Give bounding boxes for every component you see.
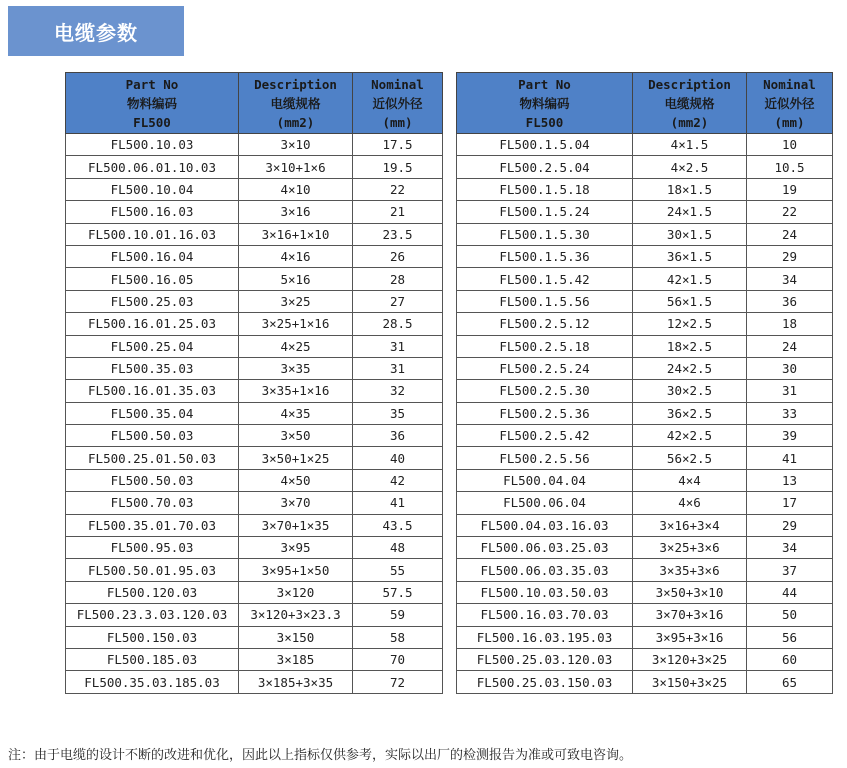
description-cell: 3×95: [239, 537, 353, 559]
table-row: [457, 357, 833, 379]
table-row: [66, 581, 443, 603]
part-no-cell: FL500.25.03: [66, 290, 239, 312]
part-no-cell: FL500.2.5.42: [457, 425, 633, 447]
diameter-cell: 50: [747, 604, 833, 626]
diameter-cell: 22: [747, 201, 833, 223]
diameter-cell: 19: [747, 178, 833, 200]
page-title: 电缆参数: [8, 6, 184, 56]
table-row: [457, 559, 833, 581]
description-cell: 4×6: [633, 492, 747, 514]
table-row: [457, 671, 833, 693]
diameter-cell: 28: [353, 268, 443, 290]
part-no-cell: FL500.35.01.70.03: [66, 514, 239, 536]
diameter-cell: 31: [747, 380, 833, 402]
part-no-cell: FL500.16.01.35.03: [66, 380, 239, 402]
header-part-no-en: Part No: [518, 76, 571, 92]
description-cell: 3×185: [239, 648, 353, 670]
diameter-cell: 32: [353, 380, 443, 402]
table-header-row: [66, 73, 443, 134]
description-cell: 3×50: [239, 425, 353, 447]
diameter-cell: 31: [353, 335, 443, 357]
description-cell: 3×150: [239, 626, 353, 648]
table-row: [457, 201, 833, 223]
diameter-cell: 37: [747, 559, 833, 581]
description-cell: 4×10: [239, 178, 353, 200]
part-no-cell: FL500.2.5.56: [457, 447, 633, 469]
diameter-cell: 36: [747, 290, 833, 312]
part-no-cell: FL500.95.03: [66, 537, 239, 559]
footnote: 注：由于电缆的设计不断的改进和优化，因此以上指标仅供参考，实际以出厂的检测报告为准或可致电咨询。: [8, 748, 633, 763]
header-nominal-en: Nominal: [763, 76, 816, 92]
description-cell: 3×10: [239, 134, 353, 156]
part-no-cell: FL500.04.03.16.03: [457, 514, 633, 536]
header-description-unit: (mm2): [670, 114, 709, 130]
table-row: [66, 626, 443, 648]
description-cell: 30×1.5: [633, 223, 747, 245]
table-row: [457, 134, 833, 156]
part-no-cell: FL500.06.04: [457, 492, 633, 514]
diameter-cell: 43.5: [353, 514, 443, 536]
diameter-cell: 34: [747, 537, 833, 559]
header-nominal: [747, 73, 833, 134]
description-cell: 3×50+3×10: [633, 581, 747, 603]
description-cell: 42×1.5: [633, 268, 747, 290]
part-no-cell: FL500.10.03.50.03: [457, 581, 633, 603]
header-description-unit: (mm2): [276, 114, 315, 130]
diameter-cell: 36: [353, 425, 443, 447]
description-cell: 56×2.5: [633, 447, 747, 469]
description-cell: 3×95+3×16: [633, 626, 747, 648]
diameter-cell: 65: [747, 671, 833, 693]
table-row: [66, 357, 443, 379]
table-row: [457, 626, 833, 648]
table-header-row: [457, 73, 833, 134]
part-no-cell: FL500.06.01.10.03: [66, 156, 239, 178]
table-row: [66, 604, 443, 626]
description-cell: 3×16+3×4: [633, 514, 747, 536]
table-row: [457, 492, 833, 514]
table-row: [66, 537, 443, 559]
table-row: [66, 514, 443, 536]
part-no-cell: FL500.2.5.18: [457, 335, 633, 357]
description-cell: 3×35+3×6: [633, 559, 747, 581]
table-row: [66, 245, 443, 267]
description-cell: 3×25+3×6: [633, 537, 747, 559]
diameter-cell: 19.5: [353, 156, 443, 178]
description-cell: 24×2.5: [633, 357, 747, 379]
table-row: [457, 447, 833, 469]
table-row: [457, 178, 833, 200]
table-row: [457, 514, 833, 536]
description-cell: 24×1.5: [633, 201, 747, 223]
part-no-cell: FL500.16.05: [66, 268, 239, 290]
table-row: [457, 581, 833, 603]
table-row: [66, 156, 443, 178]
part-no-cell: FL500.1.5.56: [457, 290, 633, 312]
table-row: [66, 380, 443, 402]
part-no-cell: FL500.06.03.35.03: [457, 559, 633, 581]
diameter-cell: 41: [353, 492, 443, 514]
table-row: [457, 380, 833, 402]
diameter-cell: 40: [353, 447, 443, 469]
table-row: [457, 648, 833, 670]
diameter-cell: 42: [353, 469, 443, 491]
table-row: [66, 492, 443, 514]
table-row: [457, 223, 833, 245]
description-cell: 4×2.5: [633, 156, 747, 178]
header-part-no: [457, 73, 633, 134]
diameter-cell: 35: [353, 402, 443, 424]
part-no-cell: FL500.25.03.150.03: [457, 671, 633, 693]
table-row: [66, 134, 443, 156]
description-cell: 3×185+3×35: [239, 671, 353, 693]
part-no-cell: FL500.150.03: [66, 626, 239, 648]
header-description: [633, 73, 747, 134]
table-row: [457, 335, 833, 357]
part-no-cell: FL500.25.04: [66, 335, 239, 357]
description-cell: 56×1.5: [633, 290, 747, 312]
description-cell: 4×25: [239, 335, 353, 357]
header-nominal-unit: (mm): [774, 114, 805, 130]
description-cell: 3×25: [239, 290, 353, 312]
diameter-cell: 55: [353, 559, 443, 581]
diameter-cell: 31: [353, 357, 443, 379]
description-cell: 36×2.5: [633, 402, 747, 424]
part-no-cell: FL500.16.03: [66, 201, 239, 223]
part-no-cell: FL500.2.5.12: [457, 313, 633, 335]
description-cell: 18×2.5: [633, 335, 747, 357]
header-nominal-cn: 近似外径: [764, 95, 815, 111]
part-no-cell: FL500.25.03.120.03: [457, 648, 633, 670]
part-no-cell: FL500.10.01.16.03: [66, 223, 239, 245]
part-no-cell: FL500.2.5.36: [457, 402, 633, 424]
description-cell: 3×70: [239, 492, 353, 514]
description-cell: 3×10+1×6: [239, 156, 353, 178]
table-row: [66, 290, 443, 312]
diameter-cell: 44: [747, 581, 833, 603]
diameter-cell: 24: [747, 335, 833, 357]
part-no-cell: FL500.10.03: [66, 134, 239, 156]
diameter-cell: 72: [353, 671, 443, 693]
diameter-cell: 39: [747, 425, 833, 447]
diameter-cell: 10.5: [747, 156, 833, 178]
table-row: [66, 447, 443, 469]
table-row: [66, 402, 443, 424]
description-cell: 3×25+1×16: [239, 313, 353, 335]
table-row: [457, 425, 833, 447]
description-cell: 3×16+1×10: [239, 223, 353, 245]
table-body-left: [66, 134, 443, 694]
table-row: [457, 156, 833, 178]
description-cell: 30×2.5: [633, 380, 747, 402]
header-nominal-unit: (mm): [382, 114, 413, 130]
diameter-cell: 17.5: [353, 134, 443, 156]
table-row: [66, 671, 443, 693]
header-part-no-cn: 物料编码: [126, 95, 177, 111]
part-no-cell: FL500.25.01.50.03: [66, 447, 239, 469]
header-part-no-cn: 物料编码: [519, 95, 570, 111]
header-part-no-en: Part No: [125, 76, 179, 92]
part-no-cell: FL500.1.5.36: [457, 245, 633, 267]
table-row: [457, 469, 833, 491]
description-cell: 4×4: [633, 469, 747, 491]
diameter-cell: 57.5: [353, 581, 443, 603]
cable-spec-table-right: [456, 72, 833, 694]
description-cell: 3×95+1×50: [239, 559, 353, 581]
table-row: [457, 290, 833, 312]
diameter-cell: 59: [353, 604, 443, 626]
part-no-cell: FL500.1.5.04: [457, 134, 633, 156]
part-no-cell: FL500.04.04: [457, 469, 633, 491]
diameter-cell: 29: [747, 245, 833, 267]
cable-spec-table-left: [65, 72, 443, 694]
diameter-cell: 22: [353, 178, 443, 200]
part-no-cell: FL500.35.03: [66, 357, 239, 379]
header-description-en: Description: [648, 76, 731, 92]
diameter-cell: 70: [353, 648, 443, 670]
description-cell: 42×2.5: [633, 425, 747, 447]
part-no-cell: FL500.06.03.25.03: [457, 537, 633, 559]
part-no-cell: FL500.35.03.185.03: [66, 671, 239, 693]
header-part-no-series: FL500: [133, 114, 171, 130]
diameter-cell: 26: [353, 245, 443, 267]
header-nominal-en: Nominal: [371, 76, 424, 92]
table-row: [66, 335, 443, 357]
description-cell: 3×16: [239, 201, 353, 223]
diameter-cell: 30: [747, 357, 833, 379]
description-cell: 4×35: [239, 402, 353, 424]
header-description-cn: 电缆规格: [270, 95, 321, 111]
table-row: [66, 425, 443, 447]
header-nominal: [353, 73, 443, 134]
diameter-cell: 34: [747, 268, 833, 290]
table-row: [66, 559, 443, 581]
table-row: [66, 313, 443, 335]
part-no-cell: FL500.1.5.42: [457, 268, 633, 290]
diameter-cell: 27: [353, 290, 443, 312]
description-cell: 3×120: [239, 581, 353, 603]
description-cell: 12×2.5: [633, 313, 747, 335]
description-cell: 4×16: [239, 245, 353, 267]
part-no-cell: FL500.2.5.30: [457, 380, 633, 402]
diameter-cell: 24: [747, 223, 833, 245]
description-cell: 3×70+3×16: [633, 604, 747, 626]
part-no-cell: FL500.23.3.03.120.03: [66, 604, 239, 626]
description-cell: 3×70+1×35: [239, 514, 353, 536]
table-row: [457, 245, 833, 267]
diameter-cell: 23.5: [353, 223, 443, 245]
part-no-cell: FL500.2.5.04: [457, 156, 633, 178]
description-cell: 36×1.5: [633, 245, 747, 267]
part-no-cell: FL500.1.5.24: [457, 201, 633, 223]
diameter-cell: 60: [747, 648, 833, 670]
header-part-no-series: FL500: [525, 114, 564, 130]
table-row: [457, 402, 833, 424]
table-row: [457, 313, 833, 335]
diameter-cell: 41: [747, 447, 833, 469]
part-no-cell: FL500.1.5.18: [457, 178, 633, 200]
part-no-cell: FL500.50.03: [66, 469, 239, 491]
diameter-cell: 10: [747, 134, 833, 156]
description-cell: 3×35: [239, 357, 353, 379]
part-no-cell: FL500.185.03: [66, 648, 239, 670]
description-cell: 4×50: [239, 469, 353, 491]
table-row: [66, 648, 443, 670]
diameter-cell: 13: [747, 469, 833, 491]
table-row: [66, 223, 443, 245]
diameter-cell: 18: [747, 313, 833, 335]
diameter-cell: 56: [747, 626, 833, 648]
diameter-cell: 58: [353, 626, 443, 648]
part-no-cell: FL500.50.03: [66, 425, 239, 447]
description-cell: 18×1.5: [633, 178, 747, 200]
part-no-cell: FL500.2.5.24: [457, 357, 633, 379]
description-cell: 3×120+3×23.3: [239, 604, 353, 626]
table-body-right: [457, 134, 833, 694]
table-row: [66, 178, 443, 200]
part-no-cell: FL500.16.04: [66, 245, 239, 267]
description-cell: 3×120+3×25: [633, 648, 747, 670]
description-cell: 4×1.5: [633, 134, 747, 156]
part-no-cell: FL500.10.04: [66, 178, 239, 200]
header-description-cn: 电缆规格: [664, 95, 715, 111]
diameter-cell: 29: [747, 514, 833, 536]
part-no-cell: FL500.1.5.30: [457, 223, 633, 245]
description-cell: 3×50+1×25: [239, 447, 353, 469]
table-row: [66, 469, 443, 491]
diameter-cell: 33: [747, 402, 833, 424]
description-cell: 5×16: [239, 268, 353, 290]
part-no-cell: FL500.35.04: [66, 402, 239, 424]
header-description-en: Description: [254, 76, 337, 92]
part-no-cell: FL500.16.03.70.03: [457, 604, 633, 626]
table-row: [457, 268, 833, 290]
description-cell: 3×35+1×16: [239, 380, 353, 402]
table-row: [457, 537, 833, 559]
diameter-cell: 17: [747, 492, 833, 514]
part-no-cell: FL500.50.01.95.03: [66, 559, 239, 581]
header-nominal-cn: 近似外径: [372, 95, 423, 111]
table-row: [66, 201, 443, 223]
part-no-cell: FL500.16.01.25.03: [66, 313, 239, 335]
table-row: [66, 268, 443, 290]
table-row: [457, 604, 833, 626]
header-part-no: [66, 73, 239, 134]
diameter-cell: 21: [353, 201, 443, 223]
part-no-cell: FL500.70.03: [66, 492, 239, 514]
part-no-cell: FL500.16.03.195.03: [457, 626, 633, 648]
diameter-cell: 28.5: [353, 313, 443, 335]
part-no-cell: FL500.120.03: [66, 581, 239, 603]
description-cell: 3×150+3×25: [633, 671, 747, 693]
diameter-cell: 48: [353, 537, 443, 559]
header-description: [239, 73, 353, 134]
